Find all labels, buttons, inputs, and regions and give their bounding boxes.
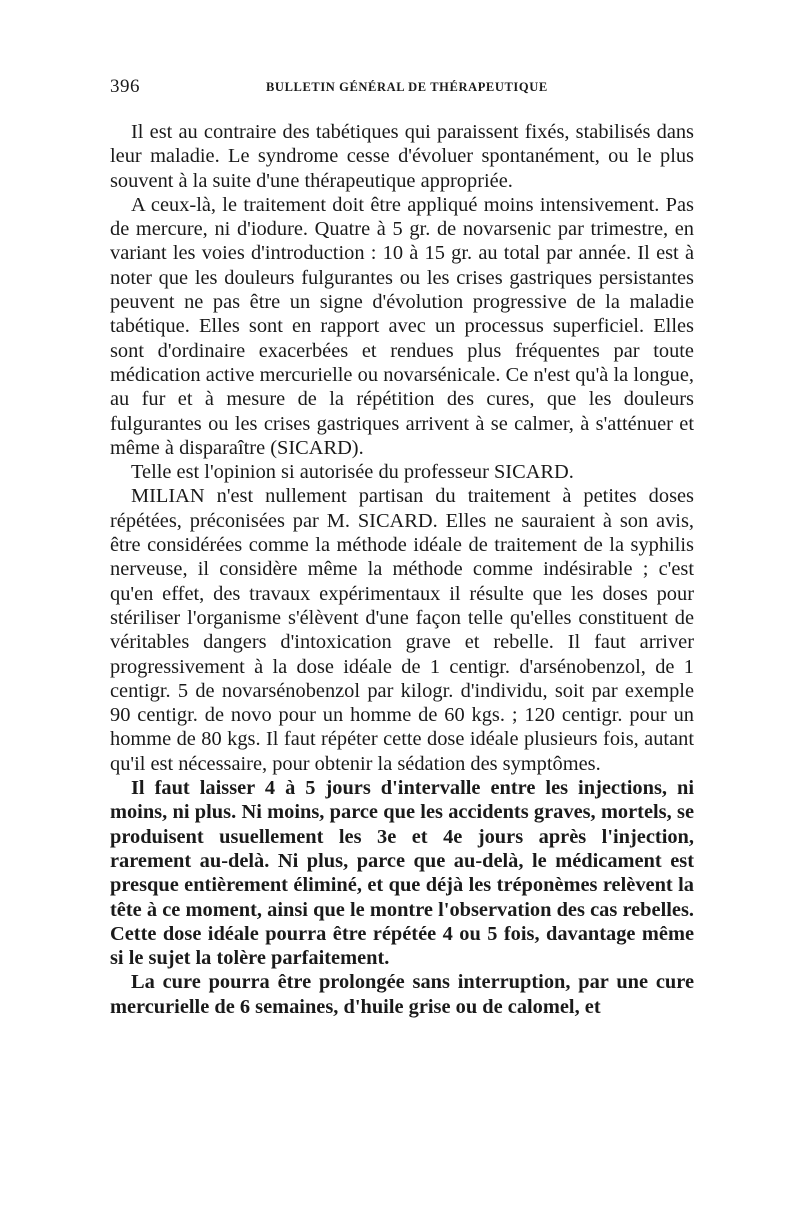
paragraph-injection-interval: Il faut laisser 4 à 5 jours d'intervalle entre les injections, ni moins, ni plus. Ni moins, parce que les accidents graves, mortels, se produisent usuellement les 3e et 4e jours après l'injection, rarement au-delà. Ni plus, parce que au-delà, le médicament est presque entièrement éliminé, et que déjà les tréponèmes relèvent la tête à ce moment, ainsi que le montre l'observation des cas rebelles. Cette dose idéale pourra être répétée 4 ou 5 fois, davantage même si le sujet la tolère parfaitement.: [110, 777, 694, 970]
paragraph-sicard-opinion: Telle est l'opinion si autorisée du professeur SICARD.: [131, 461, 574, 484]
paragraph-prolonged-cure: La cure pourra être prolongée sans interruption, par une cure mercurielle de 6 semaines, d'huile grise ou de calomel, et: [110, 971, 694, 1018]
paragraph-stabilized-tabetics: Il est au contraire des tabétiques qui paraissent fixés, stabilisés dans leur maladie. Le syndrome cesse d'évoluer spontanément, ou le plus souvent à la suite d'une thérapeutique appropriée.: [110, 121, 694, 192]
paragraph-milian-position: MILIAN n'est nullement partisan du traitement à petites doses répétées, préconisées par M. SICARD. Elles ne sauraient à son avis, être considérées comme la méthode idéale de traitement de la syphilis nerveuse, il considère même la méthode comme indésirable ; c'est qu'en effet, des travaux expérimentaux il résulte que les doses pour stériliser l'organisme s'élèvent d'une façon telle qu'elles constituent de véritables dangers d'intoxication grave et rebelle. Il faut arriver progressivement à la dose idéale de 1 centigr. d'arsénobenzol, de 1 centigr. 5 de novarsénobenzol par kilogr. d'individu, soit par exemple 90 centigr. de novo pour un homme de 60 kgs. ; 120 centigr. pour un homme de 80 kgs. Il faut répéter cette dose idéale plusieurs fois, autant qu'il est nécessaire, pour obtenir la sédation des symptômes.: [110, 485, 694, 775]
body-text: [110, 120, 694, 1019]
journal-title: BULLETIN GÉNÉRAL DE THÉRAPEUTIQUE: [266, 80, 548, 94]
paragraph-treatment-intensity: A ceux-là, le traitement doit être appliqué moins intensivement. Pas de mercure, ni d'iodure. Quatre à 5 gr. de novarsenic par trimestre, en variant les voies d'introduction : 10 à 15 gr. au total par année. Il est à noter que les douleurs fulgurantes ou les crises gastriques persistantes peuvent ne pas être un signe d'évolution progressive de la maladie tabétique. Elles sont en rapport avec un processus superficiel. Elles sont d'ordinaire exacerbées et rendues plus fréquentes par toute médication active mercurielle ou novarsénicale. Ce n'est qu'à la longue, au fur et à mesure de la répétition des cures, que les douleurs fulgurantes ou les crises gastriques arrivent à se calmer, à s'atténuer et même à disparaître (SICARD).: [110, 193, 694, 459]
page-number: 396: [110, 76, 140, 97]
running-header: [110, 76, 694, 100]
document-page: [110, 76, 694, 1019]
